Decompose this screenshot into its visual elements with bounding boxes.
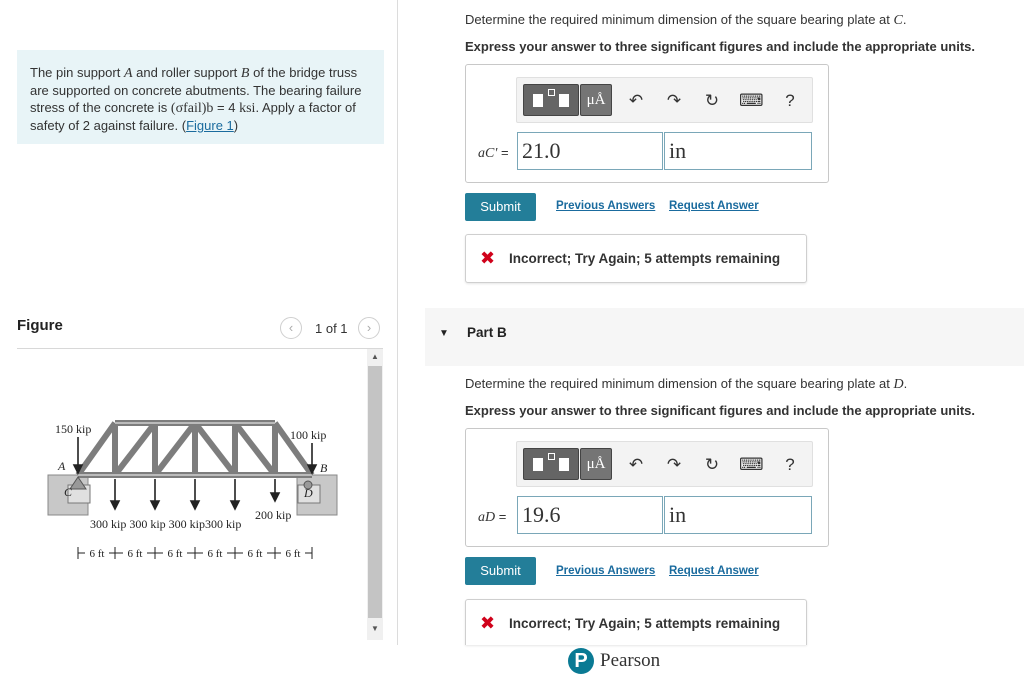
prompt-var: C: [893, 13, 903, 28]
unit-input[interactable]: in: [664, 132, 812, 170]
collapse-arrow-icon[interactable]: ▼: [439, 328, 449, 339]
units-button[interactable]: μÅ: [580, 448, 612, 480]
value-input[interactable]: 19.6: [517, 496, 663, 534]
label-100kip: 100 kip: [290, 428, 327, 442]
var-b: B: [240, 66, 250, 81]
scroll-down-icon[interactable]: ▼: [371, 624, 379, 633]
part-b-header[interactable]: [425, 308, 1024, 366]
unit-ksi: ksi: [239, 101, 256, 116]
problem-statement: [17, 50, 384, 144]
var-name: aC': [478, 146, 498, 161]
part-b-request-answer-link[interactable]: Request Answer: [669, 565, 759, 577]
part-b-prompt: [465, 376, 907, 393]
variable-label: [478, 509, 506, 526]
incorrect-icon: ✖: [480, 613, 496, 633]
template-icon: [559, 458, 569, 471]
keyboard-icon[interactable]: ⌨: [739, 455, 764, 474]
help-icon[interactable]: ?: [785, 91, 795, 110]
problem-text: of the bridge truss are supported on concrete abutments. The bearing failure stress of the concrete is: [30, 65, 362, 115]
part-a-request-answer-link[interactable]: Request Answer: [669, 200, 759, 212]
math-toolbar: [516, 77, 813, 123]
feedback-text: Incorrect; Try Again; 5 attempts remaining: [509, 251, 781, 266]
templates-button[interactable]: [523, 84, 579, 116]
problem-text: and roller support: [132, 65, 241, 80]
redo-icon[interactable]: ↷: [666, 455, 682, 474]
reset-icon[interactable]: ↻: [704, 455, 720, 474]
templates-button[interactable]: [523, 448, 579, 480]
label-c: C: [64, 485, 73, 499]
template-icon: [548, 453, 555, 460]
part-a-instruction: Express your answer to three significant figures and include the appropriate units.: [465, 39, 975, 54]
dim-label: 6 ft: [247, 548, 263, 560]
help-icon[interactable]: ?: [785, 455, 795, 474]
pearson-brand: Pearson: [600, 650, 661, 671]
dim-label: 6 ft: [167, 548, 183, 560]
figure-link[interactable]: Figure 1: [186, 118, 234, 133]
template-icon: [533, 94, 543, 107]
unit-input[interactable]: in: [664, 496, 812, 534]
truss-members: [78, 423, 312, 475]
label-d: D: [304, 486, 313, 500]
label-a: A: [58, 459, 66, 473]
prompt-text: Determine the required minimum dimension of the square bearing plate at: [465, 12, 894, 27]
prompt-text: .: [902, 12, 907, 27]
part-a-submit-button[interactable]: Submit: [465, 193, 536, 221]
template-icon: [533, 458, 543, 471]
prompt-text: .: [903, 376, 908, 391]
problem-text: ): [233, 118, 239, 133]
var-name: aD: [478, 510, 496, 525]
equals-sign: =: [500, 145, 509, 160]
label-300kip: 300 kip 300 kip 300 kip300 kip: [90, 517, 242, 531]
label-b: B: [320, 461, 328, 475]
part-a-feedback: [465, 234, 807, 283]
part-b-title: Part B: [467, 325, 507, 340]
problem-text: = 4: [213, 100, 240, 115]
pane-divider: [397, 0, 398, 645]
equals-sign: =: [498, 509, 507, 524]
prompt-var: D: [893, 377, 904, 392]
figure-next-button[interactable]: ›: [358, 317, 380, 339]
template-icon: [548, 89, 555, 96]
var-a: A: [123, 66, 133, 81]
figure-prev-button[interactable]: ‹: [280, 317, 302, 339]
dim-label: 6 ft: [285, 548, 301, 560]
label-200kip: 200 kip: [255, 508, 292, 522]
value-input[interactable]: 21.0: [517, 132, 663, 170]
dim-label: 6 ft: [89, 548, 105, 560]
part-b-submit-button[interactable]: Submit: [465, 557, 536, 585]
undo-icon[interactable]: ↶: [628, 91, 644, 110]
part-b-feedback: [465, 599, 807, 645]
problem-text: . Apply a factor of safety of 2 against failure. (: [30, 100, 356, 133]
pearson-logo-icon: P: [568, 648, 594, 674]
part-a-answer-box: [465, 64, 829, 183]
scroll-up-icon[interactable]: ▲: [371, 352, 379, 361]
stress-symbol: (σfail)b: [170, 101, 214, 116]
truss-diagram: [40, 405, 360, 575]
variable-label: [478, 145, 509, 162]
part-b-instruction: Express your answer to three significant figures and include the appropriate units.: [465, 403, 975, 418]
math-toolbar: [516, 441, 813, 487]
incorrect-icon: ✖: [480, 248, 496, 268]
part-a-previous-answers-link[interactable]: Previous Answers: [556, 200, 656, 212]
part-b-answer-box: [465, 428, 829, 547]
label-150kip: 150 kip: [55, 422, 92, 436]
dimension-line: [78, 547, 312, 559]
template-icon: [559, 94, 569, 107]
keyboard-icon[interactable]: ⌨: [739, 91, 764, 110]
figure-title: Figure: [17, 317, 63, 334]
units-button[interactable]: μÅ: [580, 84, 612, 116]
reset-icon[interactable]: ↻: [704, 91, 720, 110]
dim-label: 6 ft: [127, 548, 143, 560]
problem-text: The pin support: [30, 65, 124, 80]
part-b-previous-answers-link[interactable]: Previous Answers: [556, 565, 656, 577]
prompt-text: Determine the required minimum dimension of the square bearing plate at: [465, 376, 894, 391]
redo-icon[interactable]: ↷: [666, 91, 682, 110]
undo-icon[interactable]: ↶: [628, 455, 644, 474]
figure-header: [17, 316, 383, 349]
figure-count: 1 of 1: [315, 321, 348, 336]
feedback-text: Incorrect; Try Again; 5 attempts remaining: [509, 616, 781, 631]
part-a-prompt: [465, 12, 906, 29]
scrollbar-thumb[interactable]: [368, 366, 382, 618]
dim-label: 6 ft: [207, 548, 223, 560]
